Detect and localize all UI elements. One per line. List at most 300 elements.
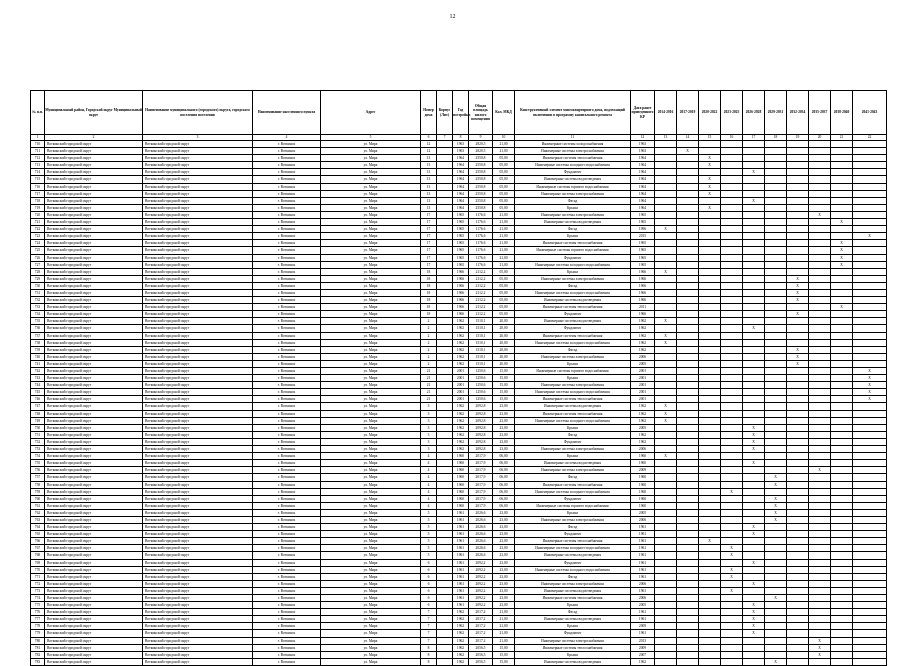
table-cell: Инженерные системы водоотведения <box>515 297 631 304</box>
table-cell <box>765 630 787 637</box>
table-cell <box>721 403 743 410</box>
table-cell: ул. Мира <box>321 247 421 254</box>
table-cell: 05,00 <box>493 204 515 211</box>
table-cell: X <box>787 346 809 353</box>
table-cell: 2005 <box>631 424 655 431</box>
table-cell <box>853 162 887 169</box>
table-cell: 1961 <box>453 580 469 587</box>
table-row <box>31 346 887 353</box>
table-cell <box>655 275 677 282</box>
table-cell: 8 <box>421 644 437 651</box>
table-cell <box>809 545 831 552</box>
table-cell <box>677 204 699 211</box>
table-cell: ул. Мира <box>321 346 421 353</box>
table-cell <box>437 417 453 424</box>
table-cell: Крыша <box>515 602 631 609</box>
table-cell: ул. Мира <box>321 580 421 587</box>
table-cell: Воткинский городской округ <box>143 204 253 211</box>
table-cell <box>721 438 743 445</box>
table-cell: 719 <box>31 204 45 211</box>
table-cell <box>721 176 743 183</box>
table-cell: Воткинский городской округ <box>143 360 253 367</box>
table-cell: 21,00 <box>493 233 515 240</box>
table-cell <box>721 247 743 254</box>
table-cell: 1960 <box>453 502 469 509</box>
table-cell: 1964 <box>631 183 655 190</box>
table-cell <box>831 623 853 630</box>
table-cell <box>721 183 743 190</box>
table-cell <box>699 609 721 616</box>
table-cell: г. Воткинск <box>253 474 321 481</box>
table-cell: ул. Мира <box>321 219 421 226</box>
column-number-cell: 13 <box>655 135 677 141</box>
table-cell: Воткинский городской округ <box>45 552 143 559</box>
table-cell <box>831 176 853 183</box>
table-cell: 2017,2 <box>469 637 493 644</box>
table-cell <box>831 211 853 218</box>
table-cell: 737 <box>31 332 45 339</box>
table-cell <box>831 438 853 445</box>
table-cell: 2013 <box>631 637 655 644</box>
table-cell: г. Воткинск <box>253 183 321 190</box>
table-cell <box>831 389 853 396</box>
table-cell <box>831 531 853 538</box>
header-cell: Муниципальный район, Городской округ Муниципальный округ <box>45 91 143 135</box>
column-number-cell: 12 <box>631 135 655 141</box>
table-cell <box>831 197 853 204</box>
table-cell: Воткинский городской округ <box>45 566 143 573</box>
table-cell <box>699 616 721 623</box>
table-cell <box>809 176 831 183</box>
table-cell <box>721 332 743 339</box>
table-cell <box>743 566 765 573</box>
table-cell <box>809 289 831 296</box>
table-cell <box>721 538 743 545</box>
header-cell: 2026-2028 <box>743 91 765 135</box>
table-cell: ул. Мира <box>321 148 421 155</box>
table-cell: 2820,5 <box>469 141 493 148</box>
table-cell: 761 <box>31 502 45 509</box>
table-cell <box>721 268 743 275</box>
table-cell: X <box>655 453 677 460</box>
table-cell <box>437 289 453 296</box>
table-cell: X <box>831 240 853 247</box>
table-cell <box>853 637 887 644</box>
table-cell <box>437 169 453 176</box>
table-cell <box>765 254 787 261</box>
table-cell: 1962 <box>453 431 469 438</box>
table-cell <box>809 602 831 609</box>
table-cell: ул. Мира <box>321 495 421 502</box>
table-cell <box>809 580 831 587</box>
table-cell: 1960 <box>453 474 469 481</box>
table-cell: 752 <box>31 438 45 445</box>
table-cell <box>787 509 809 516</box>
table-cell: Инженерные системы водоотведения <box>515 318 631 325</box>
table-cell <box>853 289 887 296</box>
header-cell: 2017-2019 <box>677 91 699 135</box>
table-cell <box>809 297 831 304</box>
table-cell: 2001 <box>631 368 655 375</box>
table-cell: Инженерные системы холодного водоснабжения <box>515 339 631 346</box>
table-cell: 2017,9 <box>469 467 493 474</box>
table-cell <box>721 190 743 197</box>
table-cell <box>655 431 677 438</box>
table-cell: ул. Мира <box>321 226 421 233</box>
table-cell <box>655 545 677 552</box>
table-cell: Воткинский городской округ <box>143 311 253 318</box>
table-cell: 17 <box>421 211 437 218</box>
table-cell: 6 <box>421 566 437 573</box>
table-cell <box>677 233 699 240</box>
table-cell <box>743 417 765 424</box>
table-cell: 21 <box>421 375 437 382</box>
table-cell: 744 <box>31 382 45 389</box>
table-cell: 1963 <box>631 141 655 148</box>
table-cell: 1965 <box>453 254 469 261</box>
table-cell <box>699 545 721 552</box>
table-cell: Воткинский городской округ <box>45 495 143 502</box>
table-cell: г. Воткинск <box>253 417 321 424</box>
table-cell <box>437 360 453 367</box>
table-cell: 05,00 <box>493 311 515 318</box>
table-cell <box>721 630 743 637</box>
table-cell: 06,00 <box>493 502 515 509</box>
table-cell: 1962 <box>453 609 469 616</box>
table-cell: Воткинский городской округ <box>143 353 253 360</box>
table-cell <box>831 162 853 169</box>
table-cell <box>655 353 677 360</box>
table-cell <box>831 169 853 176</box>
table-cell <box>437 474 453 481</box>
table-cell <box>853 431 887 438</box>
table-cell <box>853 602 887 609</box>
table-cell: 6 <box>421 587 437 594</box>
table-cell: 1961 <box>631 630 655 637</box>
table-cell: 06,00 <box>493 460 515 467</box>
table-cell: 3 <box>421 410 437 417</box>
table-cell: X <box>787 297 809 304</box>
table-cell <box>699 474 721 481</box>
table-cell <box>787 197 809 204</box>
table-cell: 21,00 <box>493 226 515 233</box>
table-cell: 2092,2 <box>469 602 493 609</box>
table-cell: 1962 <box>453 339 469 346</box>
table-cell <box>721 304 743 311</box>
table-cell <box>765 616 787 623</box>
table-row <box>31 651 887 658</box>
table-cell <box>655 509 677 516</box>
table-cell: ул. Мира <box>321 595 421 602</box>
table-cell <box>437 190 453 197</box>
table-cell: Воткинский городской округ <box>143 431 253 438</box>
table-cell <box>787 637 809 644</box>
table-cell: 21 <box>421 368 437 375</box>
table-cell <box>677 651 699 658</box>
table-cell <box>831 552 853 559</box>
table-cell <box>677 339 699 346</box>
table-cell: 4 <box>421 460 437 467</box>
table-cell <box>699 332 721 339</box>
table-cell <box>721 424 743 431</box>
table-cell <box>677 410 699 417</box>
table-cell: Фасад <box>515 524 631 531</box>
table-cell: Воткинский городской округ <box>45 261 143 268</box>
table-cell <box>699 595 721 602</box>
table-cell <box>831 190 853 197</box>
table-cell: г. Воткинск <box>253 240 321 247</box>
table-cell <box>743 297 765 304</box>
table-cell: ул. Мира <box>321 502 421 509</box>
table-cell <box>699 297 721 304</box>
table-cell: Воткинский городской округ <box>143 552 253 559</box>
table-cell: X <box>699 190 721 197</box>
table-cell <box>743 339 765 346</box>
table-cell: X <box>809 211 831 218</box>
table-cell <box>809 155 831 162</box>
table-cell: ул. Мира <box>321 531 421 538</box>
header-row <box>31 91 887 135</box>
table-cell: ул. Мира <box>321 360 421 367</box>
table-cell <box>437 516 453 523</box>
table-cell <box>765 346 787 353</box>
table-cell <box>677 580 699 587</box>
table-cell: 1961 <box>631 616 655 623</box>
table-cell <box>809 559 831 566</box>
table-cell: X <box>787 360 809 367</box>
table-cell <box>699 580 721 587</box>
table-cell: 1510,1 <box>469 339 493 346</box>
table-cell <box>437 595 453 602</box>
table-cell <box>677 424 699 431</box>
table-cell <box>853 190 887 197</box>
table-cell <box>853 169 887 176</box>
table-cell: 2092,8 <box>469 438 493 445</box>
table-cell: ул. Мира <box>321 382 421 389</box>
table-cell <box>655 375 677 382</box>
table-cell: 21 <box>421 396 437 403</box>
table-cell <box>655 467 677 474</box>
table-cell: Воткинский городской округ <box>45 630 143 637</box>
table-cell: ул. Мира <box>321 141 421 148</box>
table-cell: 740 <box>31 353 45 360</box>
table-cell: 1176,6 <box>469 247 493 254</box>
table-cell: 2550,8 <box>469 183 493 190</box>
table-cell <box>831 609 853 616</box>
table-cell: 2015 <box>631 233 655 240</box>
table-cell <box>787 389 809 396</box>
table-cell: 1964 <box>631 169 655 176</box>
table-cell <box>809 488 831 495</box>
table-cell <box>831 573 853 580</box>
table-cell: 1962 <box>453 644 469 651</box>
table-cell: 23,00 <box>493 438 515 445</box>
table-cell <box>743 552 765 559</box>
table-cell <box>699 417 721 424</box>
table-cell: Инженерные системы электроснабжения <box>515 580 631 587</box>
table-cell <box>437 240 453 247</box>
table-cell: 1960 <box>453 481 469 488</box>
table-cell: 2112,2 <box>469 304 493 311</box>
table-cell: Воткинский городской округ <box>45 474 143 481</box>
table-cell <box>699 360 721 367</box>
table-cell <box>831 644 853 651</box>
table-cell: 710 <box>31 141 45 148</box>
table-cell <box>809 502 831 509</box>
table-cell <box>677 325 699 332</box>
table-cell <box>853 254 887 261</box>
table-cell: Воткинский городской округ <box>143 155 253 162</box>
table-cell <box>853 453 887 460</box>
table-cell <box>765 141 787 148</box>
table-cell: 18 <box>421 311 437 318</box>
table-cell: 721 <box>31 219 45 226</box>
table-cell: 1250,6 <box>469 382 493 389</box>
table-cell: Воткинский городской округ <box>143 595 253 602</box>
table-cell <box>831 233 853 240</box>
table-cell <box>655 446 677 453</box>
table-row <box>31 289 887 296</box>
table-cell: 1965 <box>453 261 469 268</box>
table-cell <box>853 531 887 538</box>
table-cell <box>787 453 809 460</box>
table-cell <box>437 509 453 516</box>
table-cell: ул. Мира <box>321 467 421 474</box>
table-cell <box>787 261 809 268</box>
table-cell <box>721 651 743 658</box>
table-cell: 2017,9 <box>469 502 493 509</box>
table-cell: X <box>743 460 765 467</box>
table-cell <box>765 431 787 438</box>
table-cell: 23,00 <box>493 602 515 609</box>
table-cell: 2 <box>421 346 437 353</box>
table-cell: 1965 <box>453 247 469 254</box>
table-cell <box>743 226 765 233</box>
table-cell <box>655 325 677 332</box>
table-cell: Воткинский городской округ <box>143 233 253 240</box>
table-cell <box>437 580 453 587</box>
table-row <box>31 538 887 545</box>
table-cell <box>787 424 809 431</box>
table-cell: 21 <box>421 389 437 396</box>
table-cell <box>809 148 831 155</box>
table-cell <box>699 481 721 488</box>
column-number-cell: 8 <box>453 135 469 141</box>
table-cell: 1961 <box>631 545 655 552</box>
table-cell: Инженерные системы холодного водоснабжения <box>515 261 631 268</box>
table-cell: 21,00 <box>493 630 515 637</box>
table-cell: 1966 <box>631 268 655 275</box>
table-cell: Фундамент <box>515 531 631 538</box>
table-cell <box>743 396 765 403</box>
table-cell: X <box>743 169 765 176</box>
table-cell: 747 <box>31 403 45 410</box>
table-cell <box>721 509 743 516</box>
table-cell <box>743 502 765 509</box>
table-row <box>31 616 887 623</box>
table-cell <box>743 375 765 382</box>
table-cell: 724 <box>31 240 45 247</box>
table-cell: 741 <box>31 360 45 367</box>
table-cell: 1510,1 <box>469 325 493 332</box>
table-cell <box>655 609 677 616</box>
header-cell: Наименование населенного пункта <box>253 91 321 135</box>
table-cell <box>743 318 765 325</box>
table-row <box>31 509 887 516</box>
table-cell: X <box>809 644 831 651</box>
table-cell: Воткинский городской округ <box>143 573 253 580</box>
table-cell: 773 <box>31 587 45 594</box>
table-cell: ул. Мира <box>321 630 421 637</box>
table-cell: 781 <box>31 644 45 651</box>
table-cell: Крыша <box>515 233 631 240</box>
table-cell <box>437 148 453 155</box>
table-cell <box>721 474 743 481</box>
table-cell: ул. Мира <box>321 524 421 531</box>
table-cell <box>787 240 809 247</box>
table-cell: Воткинский городской округ <box>143 148 253 155</box>
table-cell: Воткинский городской округ <box>143 488 253 495</box>
column-number-cell: 17 <box>743 135 765 141</box>
table-cell: 1962 <box>631 318 655 325</box>
table-cell: г. Воткинск <box>253 289 321 296</box>
table-cell <box>853 488 887 495</box>
table-cell <box>437 431 453 438</box>
table-cell: Воткинский городской округ <box>45 240 143 247</box>
table-cell <box>437 325 453 332</box>
table-cell <box>853 148 887 155</box>
table-cell: Инженерные системы водоотведения <box>515 616 631 623</box>
table-cell: ул. Мира <box>321 389 421 396</box>
table-cell: 1961 <box>453 545 469 552</box>
table-cell: 1510,1 <box>469 332 493 339</box>
table-cell <box>677 375 699 382</box>
table-cell: 1962 <box>453 325 469 332</box>
table-cell <box>677 219 699 226</box>
table-cell <box>787 183 809 190</box>
table-cell: 775 <box>31 602 45 609</box>
table-cell <box>437 488 453 495</box>
table-cell <box>655 240 677 247</box>
page-number: 12 <box>449 14 456 20</box>
table-cell <box>655 559 677 566</box>
table-cell <box>853 325 887 332</box>
table-cell: г. Воткинск <box>253 630 321 637</box>
table-cell: Воткинский городской округ <box>45 197 143 204</box>
table-cell <box>437 609 453 616</box>
table-row <box>31 311 887 318</box>
table-cell <box>721 616 743 623</box>
table-cell: Воткинский городской округ <box>143 446 253 453</box>
table-cell: 1965 <box>631 240 655 247</box>
table-cell: Воткинский городской округ <box>143 559 253 566</box>
table-cell: Воткинский городской округ <box>45 651 143 658</box>
table-cell <box>721 453 743 460</box>
table-cell: 1965 <box>453 233 469 240</box>
table-cell <box>765 183 787 190</box>
table-cell <box>809 304 831 311</box>
table-cell: 2550,8 <box>469 176 493 183</box>
table-cell: Воткинский городской округ <box>45 247 143 254</box>
table-cell <box>655 382 677 389</box>
table-cell <box>677 304 699 311</box>
table-cell <box>677 531 699 538</box>
table-cell <box>743 467 765 474</box>
table-cell <box>787 467 809 474</box>
table-row <box>31 268 887 275</box>
table-row <box>31 488 887 495</box>
table-cell <box>699 382 721 389</box>
